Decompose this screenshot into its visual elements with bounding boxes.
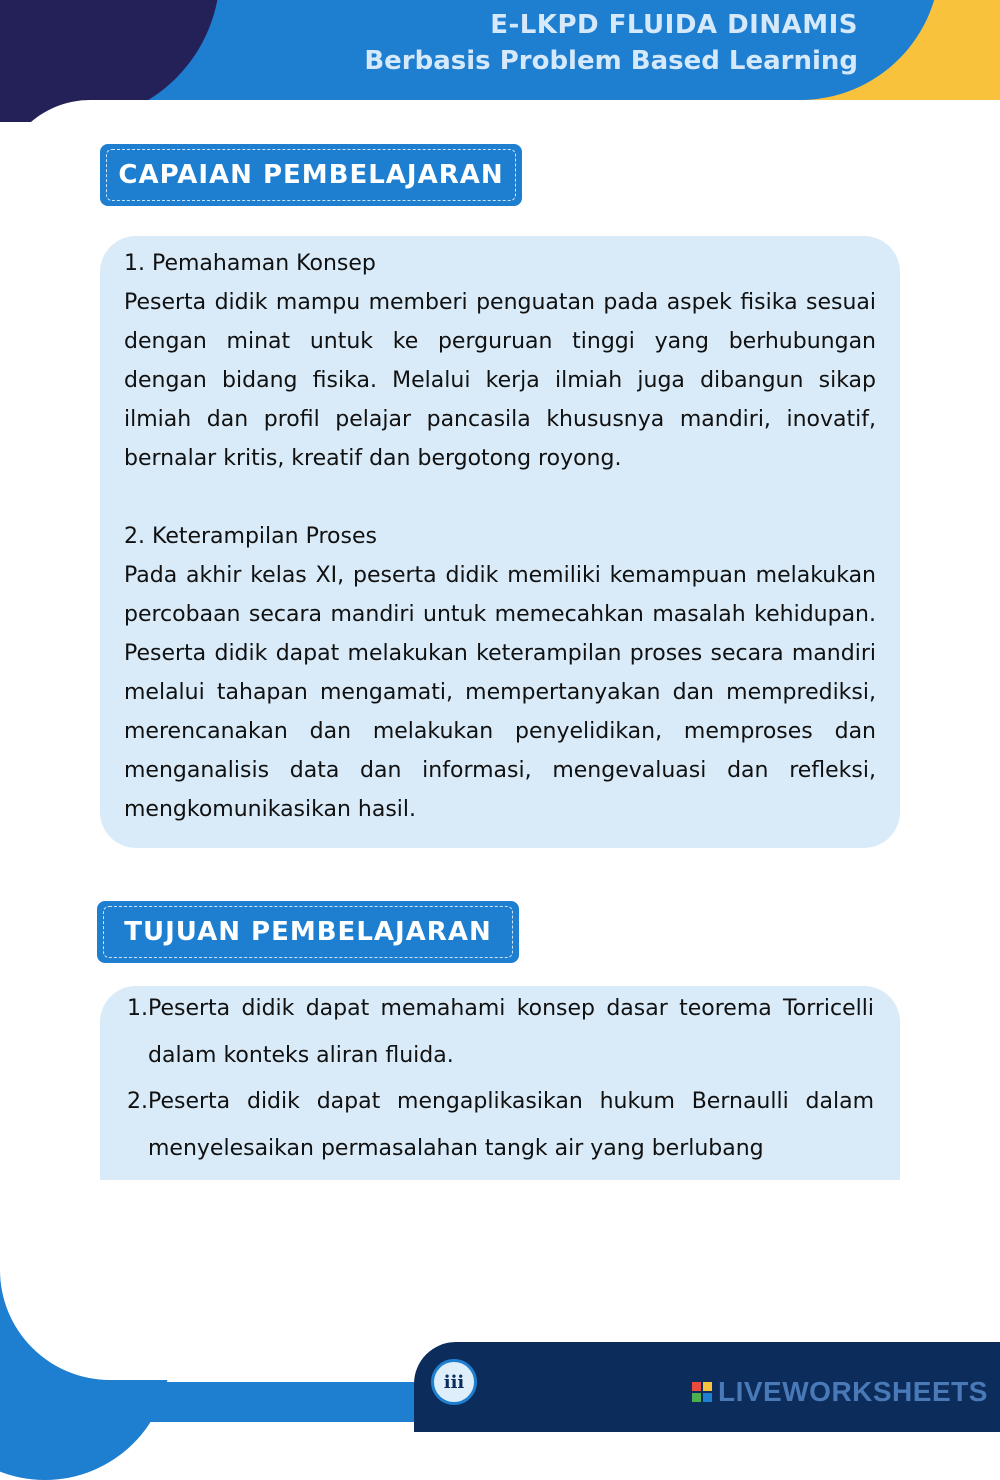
capaian-content-box — [100, 236, 900, 848]
tujuan-heading-label: TUJUAN PEMBELAJARAN — [124, 917, 492, 947]
capaian-heading — [100, 144, 522, 206]
capaian-item-1-title: 1. Pemahaman Konsep — [124, 251, 376, 276]
list-item — [124, 986, 874, 1079]
capaian-heading-label: CAPAIAN PEMBELAJARAN — [118, 160, 504, 190]
page-number: iii — [443, 1371, 465, 1393]
capaian-item-1-text: Peserta didik mampu memberi penguatan pada aspek fisika sesuai dengan minat untuk ke perguruan tinggi yang berhubungan dengan bidang fisika. Melalui kerja ilmiah juga dibangun sikap ilmiah dan profil pelajar pancasila khususnya mandiri, inovatif, bernalar kritis, kreatif dan bergotong royong. — [124, 290, 876, 471]
page-number-badge — [431, 1359, 477, 1405]
title-line-1: E-LKPD FLUIDA DINAMIS — [490, 10, 858, 40]
list-item-number: 1. — [127, 996, 148, 1021]
logo-square — [692, 1393, 701, 1402]
capaian-item-2-title: 2. Keterampilan Proses — [124, 524, 377, 549]
list-item-text: Peserta didik dapat memahami konsep dasar teorema Torricelli dalam konteks aliran fluida. — [148, 996, 874, 1068]
footer-blue-bar — [0, 1382, 440, 1422]
spacer — [124, 478, 876, 517]
tujuan-heading — [97, 901, 519, 963]
document-title — [364, 8, 858, 80]
logo-square — [703, 1393, 712, 1402]
list-item-text: Peserta didik dapat mengaplikasikan hukum Bernaulli dalam menyelesaikan permasalahan tangk air yang berlubang — [148, 1089, 874, 1161]
list-item-number: 2. — [127, 1089, 148, 1115]
liveworksheets-logo-icon — [692, 1382, 712, 1402]
liveworksheets-watermark — [692, 1376, 988, 1408]
watermark-text: LIVEWORKSHEETS — [718, 1376, 988, 1407]
title-line-2: Berbasis Problem Based Learning — [364, 46, 858, 76]
logo-square — [692, 1382, 701, 1391]
logo-square — [703, 1382, 712, 1391]
list-item — [124, 1079, 874, 1172]
capaian-item-2-text: Pada akhir kelas XI, peserta didik memiliki kemampuan melakukan percobaan secara mandiri untuk memecahkan masalah kehidupan. Peserta didik dapat melakukan keterampilan proses secara mandiri melalui tahapan mengamati, mempertanyakan dan memprediksi, merencanakan dan melakukan penyelidikan, memproses dan menganalisis data dan informasi, mengevaluasi dan refleksi, mengkomunikasikan hasil. — [124, 563, 876, 822]
